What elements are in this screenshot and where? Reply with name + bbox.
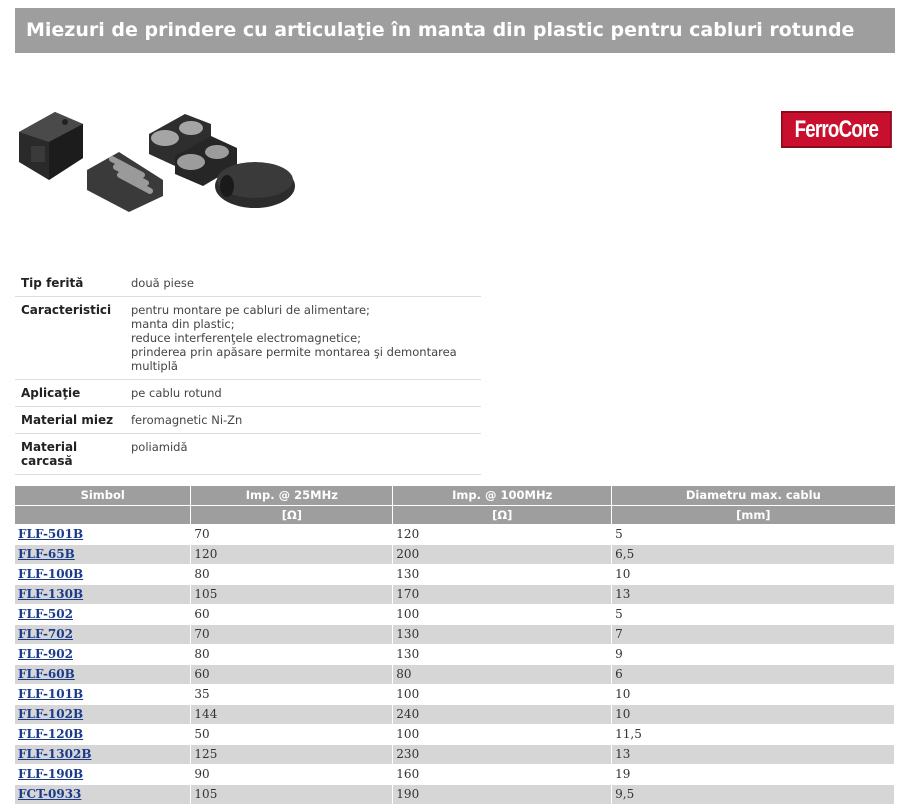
cell-imp-100mhz: 100	[393, 684, 612, 704]
product-link[interactable]: FLF-120B	[18, 726, 84, 741]
spec-value-line: pentru montare pe cabluri de alimentare;	[131, 303, 370, 317]
table-row	[15, 684, 895, 704]
cell-imp-100mhz: 100	[393, 724, 612, 744]
spec-row	[15, 380, 481, 407]
product-table	[15, 486, 895, 804]
product-link[interactable]: FLF-702	[18, 626, 73, 641]
spec-value	[125, 270, 481, 297]
cell-imp-25mhz: 80	[191, 564, 393, 584]
cell-imp-25mhz: 105	[191, 584, 393, 604]
cell-imp-100mhz: 200	[393, 544, 612, 564]
column-header-imp-25mhz: Imp. @ 25MHz	[191, 486, 393, 505]
cell-imp-25mhz: 60	[191, 604, 393, 624]
table-row	[15, 524, 895, 544]
cell-cable-diameter: 10	[612, 704, 895, 724]
cell-symbol	[15, 704, 191, 724]
cell-cable-diameter: 5	[612, 604, 895, 624]
table-row	[15, 744, 895, 764]
cell-imp-100mhz: 190	[393, 784, 612, 804]
cell-symbol	[15, 724, 191, 744]
spec-value-line: poliamidă	[131, 440, 188, 454]
cell-symbol	[15, 624, 191, 644]
product-link[interactable]: FLF-65B	[18, 546, 75, 561]
column-header-symbol: Simbol	[15, 486, 191, 505]
cell-imp-100mhz: 130	[393, 644, 612, 664]
spec-row	[15, 297, 481, 380]
cell-imp-25mhz: 144	[191, 704, 393, 724]
cell-symbol	[15, 784, 191, 804]
unit-imp-25mhz: [Ω]	[191, 505, 393, 524]
page-title: Miezuri de prindere cu articulaţie în manta din plastic pentru cabluri rotunde	[15, 8, 895, 53]
cell-imp-100mhz: 130	[393, 624, 612, 644]
cell-cable-diameter: 11,5	[612, 724, 895, 744]
spec-label: Caracteristici	[15, 297, 125, 380]
spec-row	[15, 270, 481, 297]
product-link[interactable]: FLF-501B	[18, 526, 84, 541]
cell-imp-25mhz: 120	[191, 544, 393, 564]
cell-cable-diameter: 6	[612, 664, 895, 684]
cell-imp-100mhz: 100	[393, 604, 612, 624]
table-row	[15, 584, 895, 604]
table-row	[15, 764, 895, 784]
product-photo	[15, 100, 300, 218]
spec-label: Material carcasă	[15, 434, 125, 475]
column-header-cable-diameter: Diametru max. cablu	[612, 486, 895, 505]
cell-imp-25mhz: 50	[191, 724, 393, 744]
table-row	[15, 624, 895, 644]
product-link[interactable]: FLF-102B	[18, 706, 84, 721]
product-link[interactable]: FLF-1302B	[18, 746, 92, 761]
cell-cable-diameter: 6,5	[612, 544, 895, 564]
cell-imp-100mhz: 240	[393, 704, 612, 724]
cell-symbol	[15, 604, 191, 624]
spec-label: Material miez	[15, 407, 125, 434]
ferrite-clip-open	[87, 114, 237, 212]
cell-imp-25mhz: 125	[191, 744, 393, 764]
product-link[interactable]: FLF-130B	[18, 586, 84, 601]
table-row	[15, 664, 895, 684]
column-header-imp-100mhz: Imp. @ 100MHz	[393, 486, 612, 505]
cell-imp-100mhz: 160	[393, 764, 612, 784]
spec-table	[15, 270, 481, 475]
cell-imp-25mhz: 105	[191, 784, 393, 804]
spec-value-line: manta din plastic;	[131, 317, 235, 331]
table-row	[15, 564, 895, 584]
product-link[interactable]: FLF-902	[18, 646, 73, 661]
spec-value-line: prinderea prin apăsare permite montarea şi demontarea multiplă	[131, 345, 457, 373]
cell-cable-diameter: 13	[612, 584, 895, 604]
spec-label: Tip ferită	[15, 270, 125, 297]
spec-value-line: feromagnetic Ni-Zn	[131, 413, 243, 427]
brand-logo: FerroCore	[781, 111, 892, 148]
cell-symbol	[15, 664, 191, 684]
cell-cable-diameter: 9	[612, 644, 895, 664]
product-link[interactable]: FLF-100B	[18, 566, 84, 581]
cell-imp-100mhz: 80	[393, 664, 612, 684]
spec-value	[125, 434, 481, 475]
cell-cable-diameter: 9,5	[612, 784, 895, 804]
spec-value	[125, 380, 481, 407]
unit-symbol	[15, 505, 191, 524]
ferrite-clip-oval	[215, 162, 295, 208]
cell-symbol	[15, 764, 191, 784]
cell-cable-diameter: 13	[612, 744, 895, 764]
product-link[interactable]: FLF-502	[18, 606, 73, 621]
unit-imp-100mhz: [Ω]	[393, 505, 612, 524]
cell-imp-100mhz: 170	[393, 584, 612, 604]
cell-imp-25mhz: 35	[191, 684, 393, 704]
cell-imp-25mhz: 80	[191, 644, 393, 664]
table-row	[15, 644, 895, 664]
cell-symbol	[15, 564, 191, 584]
cell-symbol	[15, 644, 191, 664]
unit-cable-diameter: [mm]	[612, 505, 895, 524]
spec-value	[125, 407, 481, 434]
spec-value-line: reduce interferenţele electromagnetice;	[131, 331, 362, 345]
product-link[interactable]: FCT-0933	[18, 786, 82, 801]
spec-value	[125, 297, 481, 380]
spec-value-line: pe cablu rotund	[131, 386, 222, 400]
cell-cable-diameter: 10	[612, 564, 895, 584]
cell-cable-diameter: 7	[612, 624, 895, 644]
cell-imp-100mhz: 230	[393, 744, 612, 764]
spec-label: Aplicaţie	[15, 380, 125, 407]
spec-value-line: două piese	[131, 276, 194, 290]
cell-imp-25mhz: 90	[191, 764, 393, 784]
table-row	[15, 704, 895, 724]
product-link[interactable]: FLF-190B	[18, 766, 84, 781]
table-row	[15, 724, 895, 744]
spec-row	[15, 434, 481, 475]
cell-imp-25mhz: 60	[191, 664, 393, 684]
cell-symbol	[15, 544, 191, 564]
table-units-row	[15, 505, 895, 524]
cell-symbol	[15, 744, 191, 764]
cell-symbol	[15, 684, 191, 704]
cell-cable-diameter: 5	[612, 524, 895, 544]
product-link[interactable]: FLF-101B	[18, 686, 84, 701]
product-link[interactable]: FLF-60B	[18, 666, 75, 681]
cell-symbol	[15, 584, 191, 604]
cell-imp-100mhz: 130	[393, 564, 612, 584]
cell-cable-diameter: 19	[612, 764, 895, 784]
cell-cable-diameter: 10	[612, 684, 895, 704]
spec-row	[15, 407, 481, 434]
table-row	[15, 544, 895, 564]
cell-symbol	[15, 524, 191, 544]
cell-imp-100mhz: 120	[393, 524, 612, 544]
table-row	[15, 784, 895, 804]
table-row	[15, 604, 895, 624]
ferrite-clip-closed	[19, 112, 83, 180]
table-header-row	[15, 486, 895, 505]
cell-imp-25mhz: 70	[191, 624, 393, 644]
cell-imp-25mhz: 70	[191, 524, 393, 544]
